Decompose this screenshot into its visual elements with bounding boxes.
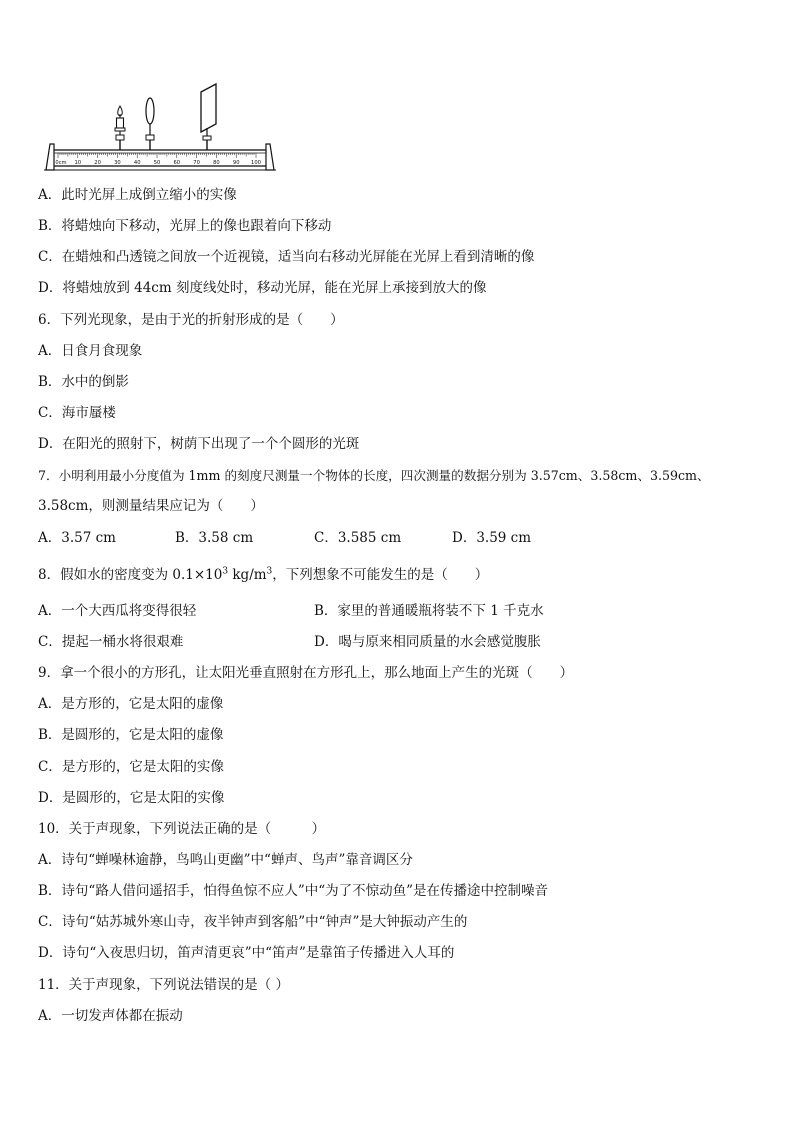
q8-stem-unit-exponent: 3 — [266, 566, 273, 577]
ruler-tick-label: 40 — [133, 160, 141, 166]
q7-option-b: B．3.58 cm — [175, 530, 254, 546]
q8-option-a: A．一个大西瓜将变得很轻 — [38, 603, 197, 619]
q8-option-d: D．喝与原来相同质量的水会感觉腹胀 — [314, 634, 541, 650]
q7-option-a: A．3.57 cm — [38, 530, 116, 546]
optical-bench-rail — [44, 144, 276, 170]
candle-icon — [115, 106, 125, 150]
light-screen-icon — [201, 84, 216, 150]
q9-stem: 9．拿一个很小的方形孔，让太阳光垂直照射在方形孔上，那么地面上产生的光斑（ ） — [38, 665, 574, 681]
q6-option-d: D．在阳光的照射下，树荫下出现了一个个圆形的光斑 — [38, 436, 360, 452]
q10-stem: 10．关于声现象，下列说法正确的是（ ） — [38, 821, 326, 837]
q9-option-d: D．是圆形的，它是太阳的实像 — [38, 790, 225, 806]
q6-option-c: C．海市蜃楼 — [38, 405, 116, 421]
q8-option-c: C．提起一桶水将很艰难 — [38, 634, 184, 650]
q8-stem-post: ，下列想象不可能发生的是（ ） — [272, 567, 489, 583]
q6-stem: 6．下列光现象，是由于光的折射形成的是（ ） — [38, 312, 344, 328]
q11-stem: 11．关于声现象，下列说法错误的是（ ） — [38, 977, 289, 993]
convex-lens-icon — [146, 98, 154, 150]
ruler-tick-label: 90 — [232, 160, 240, 166]
q5-option-a: A．此时光屏上成倒立缩小的实像 — [38, 187, 237, 203]
ruler-tick-label: 70 — [193, 160, 200, 166]
ruler-tick-label: 10 — [74, 160, 82, 166]
ruler-tick-label: 20 — [94, 160, 101, 166]
q6-option-b: B．水中的倒影 — [38, 374, 129, 390]
q10-option-c: C．诗句“姑苏城外寒山寺，夜半钟声到客船”中“钟声”是大钟振动产生的 — [38, 914, 468, 930]
q9-option-c: C．是方形的，它是太阳的实像 — [38, 759, 224, 775]
q9-option-a: A．是方形的，它是太阳的虚像 — [38, 696, 224, 712]
q5-option-c: C．在蜡烛和凸透镜之间放一个近视镜，适当向右移动光屏能在光屏上看到清晰的像 — [38, 249, 535, 265]
q5-option-d: D．将蜡烛放到 44cm 刻度线处时，移动光屏，能在光屏上承接到放大的像 — [38, 280, 487, 296]
q10-option-a: A．诗句“蝉噪林逾静，鸟鸣山更幽”中“蝉声、鸟声”靠音调区分 — [38, 852, 413, 868]
q11-option-a: A．一切发声体都在振动 — [38, 1008, 183, 1024]
ruler-tick-label: 100 — [251, 160, 261, 166]
q9-option-b: B．是圆形的，它是太阳的虚像 — [38, 727, 224, 743]
q7-stem-line-1: 7．小明利用最小分度值为 1mm 的刻度尺测量一个物体的长度，四次测量的数据分别为 3.57cm、3.58cm、3.59cm、 — [38, 468, 710, 483]
ruler-tick-label: 0cm — [55, 160, 67, 166]
q6-option-a: A．日食月食现象 — [38, 343, 143, 359]
ruler-tick-label: 50 — [153, 160, 161, 166]
ruler-tick-label: 30 — [114, 160, 121, 166]
q7-option-c: C．3.585 cm — [314, 530, 402, 546]
q8-option-b: B．家里的普通暖瓶将装不下 1 千克水 — [314, 603, 544, 619]
q8-stem-unit: kg/m — [228, 567, 267, 583]
q7-option-d: D．3.59 cm — [452, 530, 532, 546]
q7-stem-line-2: 3.58cm，则测量结果应记为（ ） — [38, 498, 264, 514]
q8-stem-exponent: 3 — [222, 566, 229, 577]
ruler-tick-label: 80 — [213, 160, 220, 166]
ruler-tick-label: 60 — [173, 160, 181, 166]
q8-stem-pre: 8．假如水的密度变为 0.1×10 — [38, 567, 223, 583]
optical-bench-figure — [44, 78, 276, 176]
q10-option-d: D．诗句“入夜思归切，笛声清更哀”中“笛声”是靠笛子传播进入人耳的 — [38, 945, 455, 961]
q8-stem — [38, 566, 758, 584]
q10-option-b: B．诗句“路人借问遥招手，怕得鱼惊不应人”中“为了不惊动鱼”是在传播途中控制噪音 — [38, 883, 549, 899]
q5-option-b: B．将蜡烛向下移动，光屏上的像也跟着向下移动 — [38, 218, 332, 234]
